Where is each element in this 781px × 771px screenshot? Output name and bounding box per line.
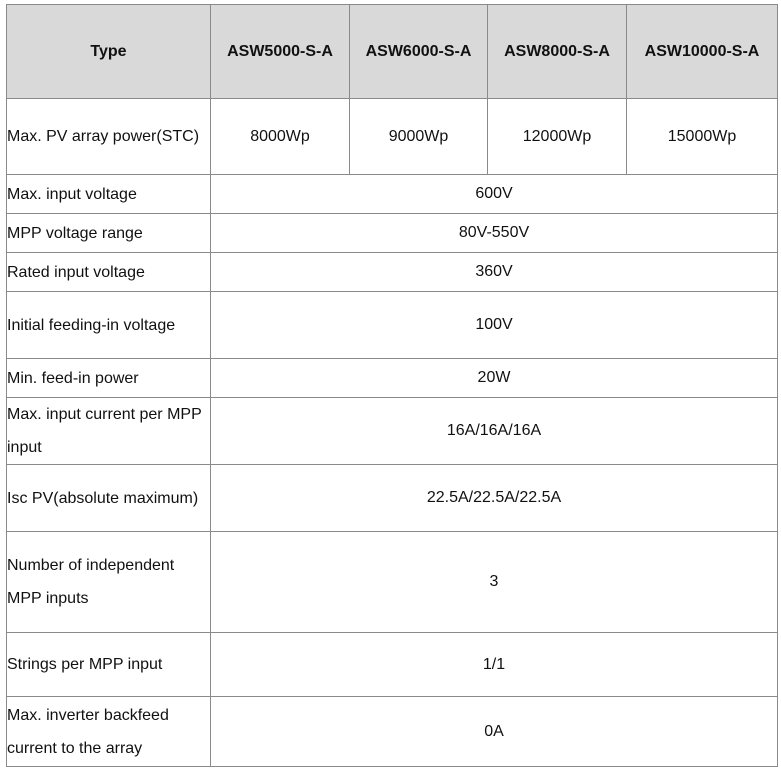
table-row [7, 465, 778, 532]
row-value: 20W [211, 359, 778, 398]
row-value: 12000Wp [488, 99, 627, 175]
row-label: Number of independent MPP inputs [7, 532, 211, 633]
model-header: ASW10000-S-A [627, 5, 778, 99]
table-row [7, 99, 778, 175]
type-header: Type [7, 5, 211, 99]
row-value: 15000Wp [627, 99, 778, 175]
table-row [7, 697, 778, 767]
row-value: 3 [211, 532, 778, 633]
row-label: MPP voltage range [7, 214, 211, 253]
row-label: Min. feed-in power [7, 359, 211, 398]
row-value: 0A [211, 697, 778, 767]
row-label: Strings per MPP input [7, 633, 211, 697]
row-value: 360V [211, 253, 778, 292]
table-row [7, 359, 778, 398]
row-value: 1/1 [211, 633, 778, 697]
row-value: 22.5A/22.5A/22.5A [211, 465, 778, 532]
table-row [7, 214, 778, 253]
row-label: Max. input current per MPP input [7, 398, 211, 465]
row-value: 600V [211, 175, 778, 214]
table-row [7, 532, 778, 633]
spec-table [6, 4, 778, 767]
table-row [7, 253, 778, 292]
row-value: 16A/16A/16A [211, 398, 778, 465]
row-value: 8000Wp [211, 99, 350, 175]
row-label: Rated input voltage [7, 253, 211, 292]
model-header: ASW6000-S-A [350, 5, 488, 99]
row-label: Isc PV(absolute maximum) [7, 465, 211, 532]
row-value: 9000Wp [350, 99, 488, 175]
table-row [7, 398, 778, 465]
row-value: 100V [211, 292, 778, 359]
model-header: ASW8000-S-A [488, 5, 627, 99]
header-row [7, 5, 778, 99]
row-label: Max. input voltage [7, 175, 211, 214]
row-value: 80V-550V [211, 214, 778, 253]
table-row [7, 292, 778, 359]
row-label: Max. inverter backfeed current to the array [7, 697, 211, 767]
table-row [7, 175, 778, 214]
model-header: ASW5000-S-A [211, 5, 350, 99]
row-label: Initial feeding-in voltage [7, 292, 211, 359]
row-label: Max. PV array power(STC) [7, 99, 211, 175]
table-row [7, 633, 778, 697]
